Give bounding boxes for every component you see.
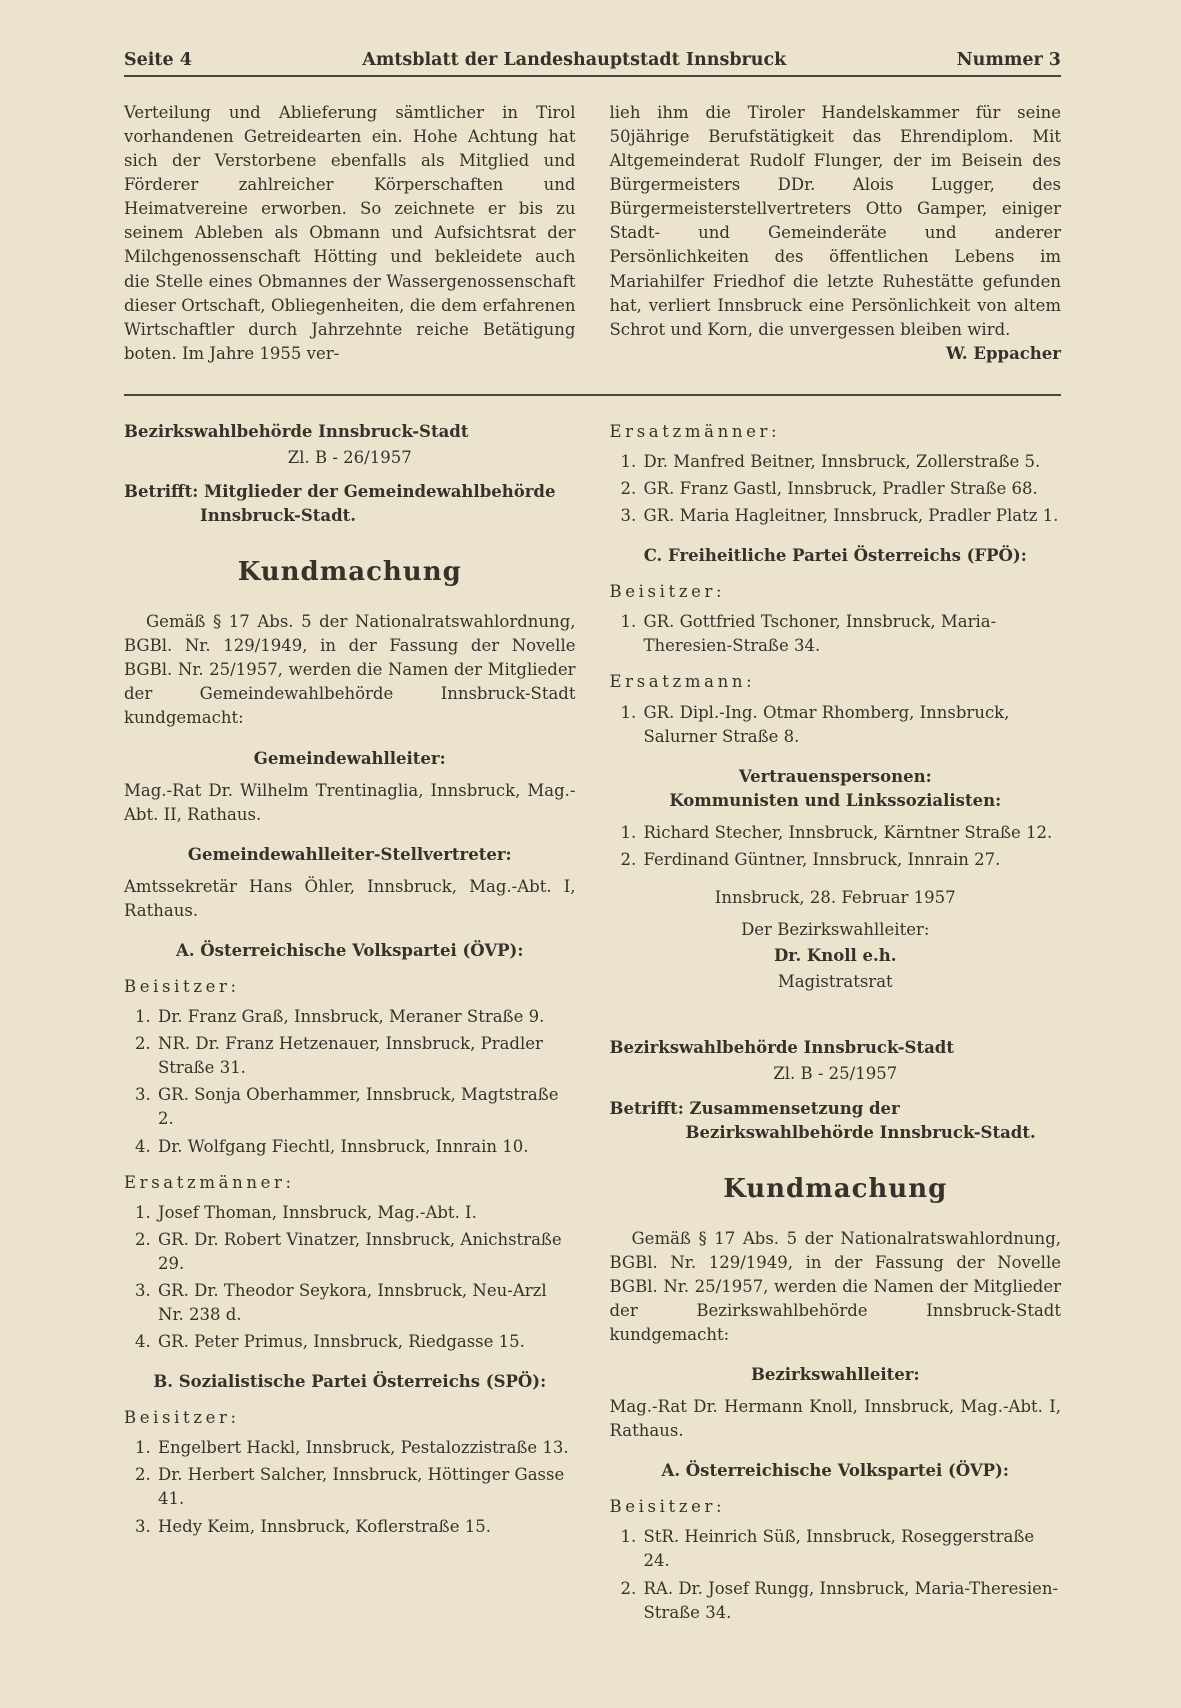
ovp-beisitzer-list (124, 1005, 576, 1158)
ersatzmaenner-label: Ersatzmänner: (609, 421, 781, 441)
list-item: 2. NR. Dr. Franz Hetzenauer, Innsbruck, Pradler Straße 31. (156, 1032, 576, 1080)
party-heading-spo: B. Sozialistische Partei Österreichs (SPÖ): (153, 1372, 547, 1392)
journal-title: Amtsblatt der Landeshauptstadt Innsbruck (362, 50, 787, 70)
beisitzer-label: Beisitzer: (609, 582, 726, 602)
ersatzmann-label: Ersatzmann: (609, 672, 756, 692)
notice-title: Kundmachung (237, 557, 462, 588)
obituary-text: lieh ihm die Tiroler Handelskammer für seine 50jährige Berufstätigkeit das Ehrendiplom. Mit Altgemeinderat Rudolf Flunger, der im Beisein des Bürgermeisters DDr. Alois Lugger, des Bürgermeisterstellvertreters Otto Gamper, einiger Stadt- und Gemeinderäte und anderer Persönlichkeiten des öffentlichen Lebens im Mariahilfer Friedhof die letzte Ruhestätte gefunden hat, verliert Innsbruck eine Persönlichkeit von altem Schrot und Korn, die unvergessen bleiben wird. (609, 103, 1061, 339)
signoff-role: Der Bezirkswahlleiter: (741, 920, 930, 940)
obituary-text-left: Verteilung und Ablieferung sämtlicher in Tirol vorhandenen Getreidearten ein. Hohe Achtung hat sich der Verstorbene ebenfalls als Mitglied und Förderer zahlreicher Körperschaften und Heimatvereine erworben. So zeichnete er bis zu seinem Ableben als Obmann und Aufsichtsrat der Milchgenossenschaft Hötting und bekleidete auch die Stelle eines Obmannes der Wassergenossenschaft dieser Ortschaft, Obliegenheiten, die dem erfahrenen Wirtschaftler durch Jahrzehnte reiche Betätigung boten. Im Jahre 1955 ver- (124, 103, 576, 363)
beisitzer-label: Beisitzer: (124, 1408, 240, 1428)
list-item: 1. Engelbert Hackl, Innsbruck, Pestalozzistraße 13. (156, 1436, 576, 1460)
list-item: 2. RA. Dr. Josef Rungg, Innsbruck, Maria-Theresien-Straße 34. (642, 1577, 1062, 1625)
list-item: 3. Hedy Keim, Innsbruck, Koflerstraße 15. (156, 1515, 576, 1539)
authority-line: Bezirkswahlbehörde Innsbruck-Stadt (124, 421, 469, 441)
party-heading-fpo: C. Freiheitliche Partei Österreichs (FPÖ): (643, 546, 1027, 566)
notice-intro: Gemäß § 17 Abs. 5 der Nationalratswahlordnung, BGBl. Nr. 129/1949, in der Fassung der Novelle BGBl. Nr. 25/1957, werden die Namen der Mitglieder der Bezirkswahlbehörde Innsbruck-Stadt kundgemacht: (609, 1228, 1061, 1344)
list-item: 2. Ferdinand Güntner, Innsbruck, Innrain 27. (642, 848, 1062, 872)
left-column (124, 420, 576, 1551)
notices-section (124, 420, 1061, 1637)
ovp-beisitzer-list-2 (610, 1525, 1062, 1624)
list-item: 1. GR. Dipl.-Ing. Otmar Rhomberg, Innsbruck, Salurner Straße 8. (642, 701, 1062, 749)
notice-2 (610, 1036, 1062, 1624)
obituary-right-column (610, 101, 1062, 366)
obituary-left-column (124, 101, 576, 374)
beisitzer-label: Beisitzer: (609, 1497, 726, 1517)
page-header (124, 50, 1061, 70)
signoff-title: Magistratsrat (777, 972, 893, 992)
ovp-ersatz-list (124, 1201, 576, 1354)
party-heading-ovp: A. Österreichische Volkspartei (ÖVP): (661, 1461, 1009, 1481)
list-item: 1. Richard Stecher, Innsbruck, Kärntner Straße 12. (642, 821, 1062, 845)
list-item: 2. GR. Franz Gastl, Innsbruck, Pradler Straße 68. (642, 477, 1062, 501)
subject-line: Betrifft: Zusammensetzung der Bezirkswahlbehörde Innsbruck-Stadt. (609, 1098, 1036, 1142)
role-holder-gemeindewahlleiter: Mag.-Rat Dr. Wilhelm Trentinaglia, Innsbruck, Mag.-Abt. II, Rathaus. (124, 780, 576, 824)
section-divider-rule (124, 394, 1061, 396)
list-item: 1. Josef Thoman, Innsbruck, Mag.-Abt. I. (156, 1201, 576, 1225)
dateline: Innsbruck, 28. Februar 1957 (714, 888, 956, 908)
obituary-section (124, 101, 1061, 374)
spo-beisitzer-list (124, 1436, 576, 1538)
spo-ersatz-list (610, 450, 1062, 528)
file-reference: Zl. B - 25/1957 (773, 1064, 898, 1084)
vertrauenspersonen-heading: Vertrauenspersonen: (738, 766, 932, 786)
authority-line: Bezirkswahlbehörde Innsbruck-Stadt (609, 1038, 954, 1058)
fpo-beisitzer-list (610, 610, 1062, 658)
obituary-text-right (609, 101, 1062, 363)
list-item: 3. GR. Maria Hagleitner, Innsbruck, Pradler Platz 1. (642, 504, 1062, 528)
issue-number: Nummer 3 (956, 50, 1061, 70)
list-item: 1. Dr. Franz Graß, Innsbruck, Meraner Straße 9. (156, 1005, 576, 1029)
role-holder-bezirkswahlleiter: Mag.-Rat Dr. Hermann Knoll, Innsbruck, Mag.-Abt. I, Rathaus. (609, 1397, 1061, 1441)
vertrauenspersonen-list (610, 821, 1062, 872)
list-item: 4. Dr. Wolfgang Fiechtl, Innsbruck, Innrain 10. (156, 1135, 576, 1159)
list-item: 2. Dr. Herbert Salcher, Innsbruck, Höttinger Gasse 41. (156, 1463, 576, 1511)
list-item: 2. GR. Dr. Robert Vinatzer, Innsbruck, Anichstraße 29. (156, 1228, 576, 1276)
fpo-ersatz-list (610, 701, 1062, 749)
role-heading-gemeindewahlleiter: Gemeindewahlleiter: (253, 748, 446, 768)
author-signature: W. Eppacher (945, 343, 1061, 363)
list-item: 3. GR. Sonja Oberhammer, Innsbruck, Magtstraße 2. (156, 1083, 576, 1131)
notice-title: Kundmachung (723, 1173, 948, 1204)
right-column (610, 420, 1062, 1637)
ersatzmaenner-label: Ersatzmänner: (124, 1172, 295, 1192)
header-rule (124, 75, 1061, 77)
list-item: 1. GR. Gottfried Tschoner, Innsbruck, Maria-Theresien-Straße 34. (642, 610, 1062, 658)
list-item: 4. GR. Peter Primus, Innsbruck, Riedgasse 15. (156, 1330, 576, 1354)
role-heading-stellvertreter: Gemeindewahlleiter-Stellvertreter: (187, 844, 512, 864)
page-number: Seite 4 (124, 50, 192, 70)
list-item: 1. Dr. Manfred Beitner, Innsbruck, Zollerstraße 5. (642, 450, 1062, 474)
signoff-name: Dr. Knoll e.h. (773, 946, 897, 966)
list-item: 1. StR. Heinrich Süß, Innsbruck, Roseggerstraße 24. (642, 1525, 1062, 1573)
list-item: 3. GR. Dr. Theodor Seykora, Innsbruck, Neu-Arzl Nr. 238 d. (156, 1279, 576, 1327)
role-holder-stellvertreter: Amtssekretär Hans Öhler, Innsbruck, Mag.-Abt. I, Rathaus. (124, 876, 576, 920)
role-heading-bezirkswahlleiter: Bezirkswahlleiter: (750, 1365, 920, 1384)
beisitzer-label: Beisitzer: (124, 977, 240, 997)
kommunisten-subheading: Kommunisten und Linkssozialisten: (669, 790, 1002, 810)
party-heading-ovp: A. Österreichische Volkspartei (ÖVP): (176, 940, 524, 960)
file-reference: Zl. B - 26/1957 (287, 447, 412, 467)
notice-intro: Gemäß § 17 Abs. 5 der Nationalratswahlordnung, BGBl. Nr. 129/1949, in der Fassung der Novelle BGBl. Nr. 25/1957, werden die Namen der Mitglieder der Gemeindewahlbehörde Innsbruck-Stadt kundgemacht: (124, 612, 576, 728)
subject-line: Betrifft: Mitglieder der Gemeindewahlbehörde Innsbruck-Stadt. (124, 482, 556, 526)
